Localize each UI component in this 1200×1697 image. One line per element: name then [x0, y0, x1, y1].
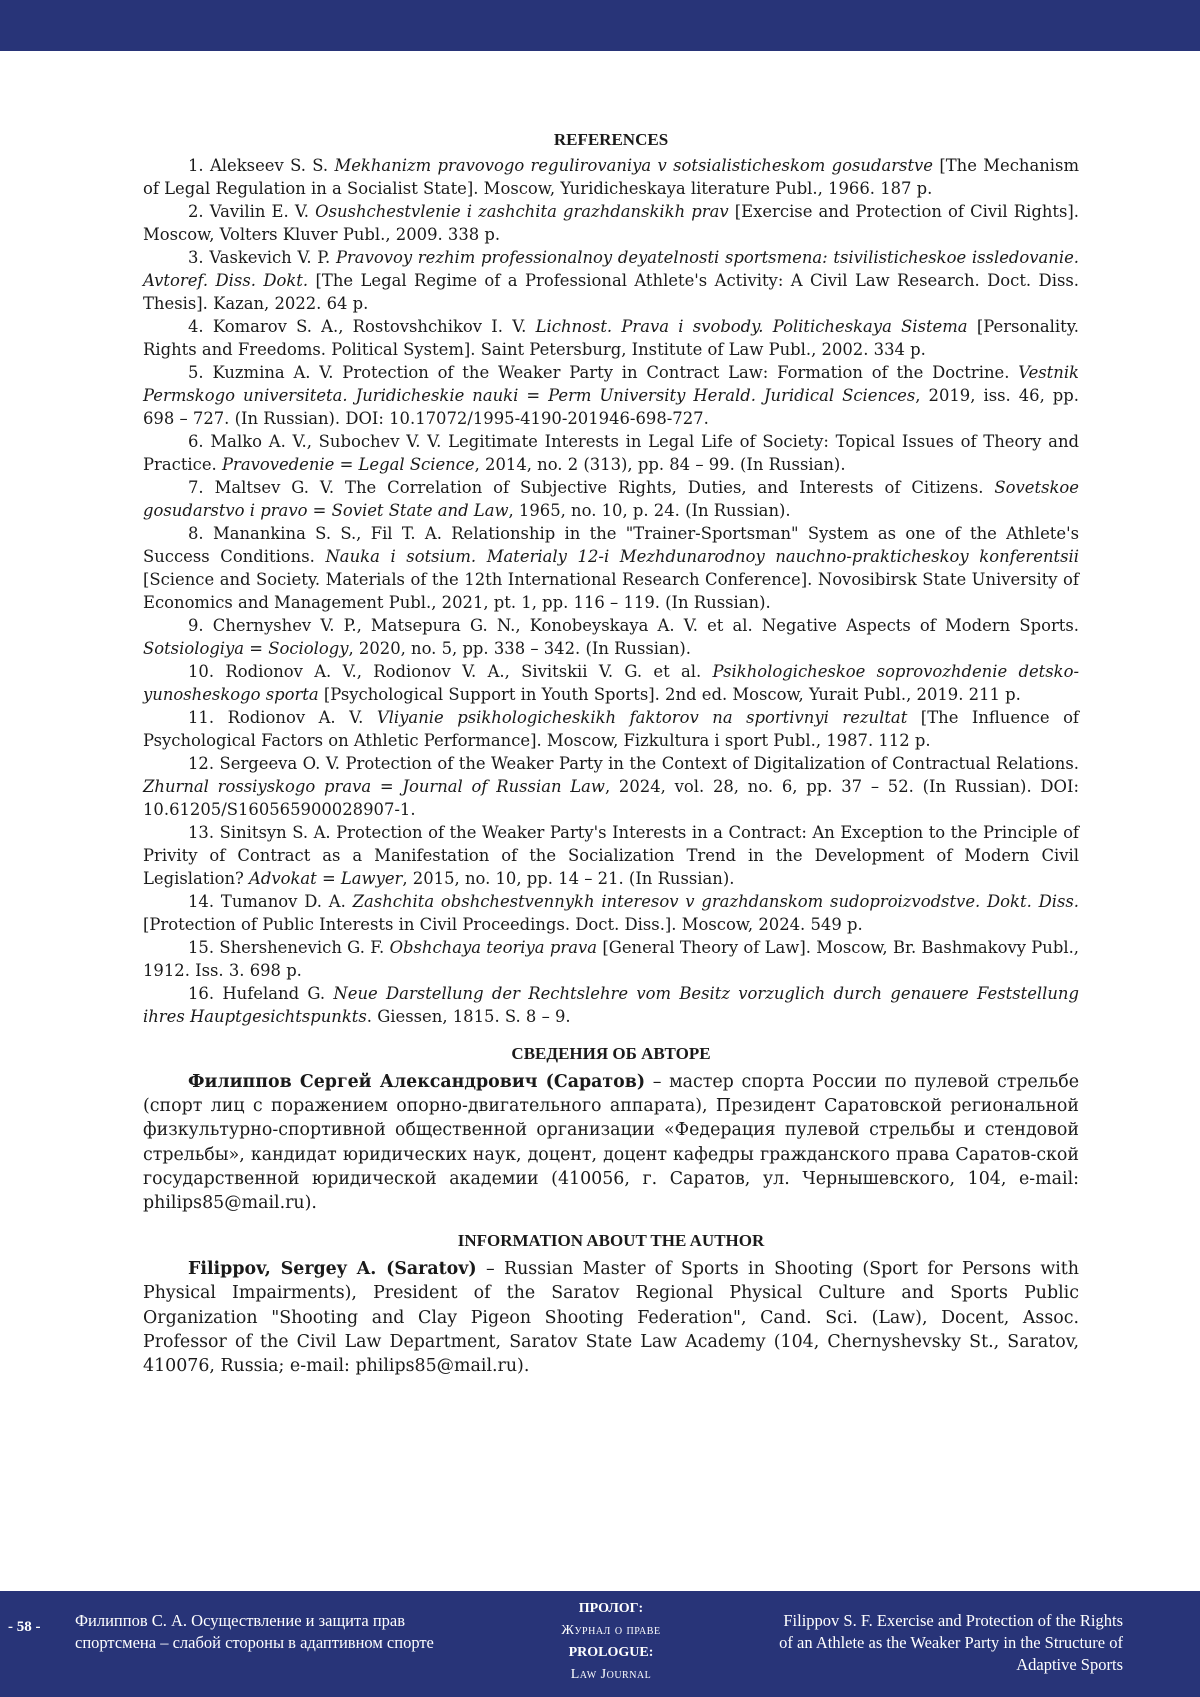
reference-item	[143, 821, 1079, 890]
reference-post: [Science and Society. Materials of the 12th International Research Conference]. Novosibirsk State University of Economics and Management Publ., 2021, pt. 1, pp. 116 – 119. (In Russian).	[143, 570, 1079, 612]
reference-post: [Personality. Rights and Freedoms. Political System]. Saint Petersburg, Institute of Law Publ., 2002. 334 p.	[143, 317, 1080, 359]
reference-item	[143, 315, 1079, 361]
reference-num: 16.	[188, 984, 223, 1003]
reference-pre: Vaskevich V. P.	[209, 248, 336, 267]
reference-it: Sotsiologiya = Sociology	[143, 639, 349, 658]
reference-post: . Giessen, 1815. S. 8 – 9.	[366, 1007, 571, 1026]
reference-pre: Manankina S. S., Fil T. A. Relationship in the "Trainer-Sportsman" System as one of the Athlete's Success Conditions.	[143, 524, 1079, 566]
reference-item	[143, 154, 1079, 200]
reference-post: , 2015, no. 10, pp. 14 – 21. (In Russian).	[402, 869, 735, 888]
journal-title	[530, 1598, 692, 1686]
reference-num: 11.	[188, 708, 228, 727]
reference-num: 7.	[188, 478, 215, 497]
reference-pre: Rodionov A. V.	[227, 708, 377, 727]
reference-it: Mekhanizm pravovogo regulirovaniya v sotsialisticheskom gosudarstve	[334, 156, 934, 175]
reference-item	[143, 752, 1079, 821]
journal-subtitle-en: Law Journal	[570, 1667, 652, 1682]
reference-post: , 2019, iss. 46, pp. 698 – 727. (In Russian). DOI: 10.17072/1995-4190-201946-698-727.	[143, 386, 1080, 428]
reference-it: Osushchestvlenie i zashchita grazhdanskikh prav	[315, 202, 729, 221]
reference-num: 15.	[188, 938, 220, 957]
reference-num: 10.	[188, 662, 226, 681]
header-bar	[0, 0, 1200, 51]
reference-num: 9.	[188, 616, 213, 635]
reference-it: Psikhologicheskoe soprovozhdenie detsko-yunosheskogo sporta	[143, 662, 1079, 704]
reference-it: Sovetskoe gosudarstvo i pravo = Soviet State and Law	[143, 478, 1079, 520]
author-ru-heading: СВЕДЕНИЯ ОБ АВТОРЕ	[511, 1044, 711, 1063]
reference-post: , 2024, vol. 28, no. 6, pp. 37 – 52. (In Russian). DOI: 10.61205/S160565900028907-1.	[143, 777, 1079, 819]
author-en-bio	[143, 1257, 1079, 1378]
footer-citation-en	[730, 1610, 1123, 1676]
reference-num: 13.	[188, 823, 220, 842]
reference-post: [The Mechanism of Legal Regulation in a Socialist State]. Moscow, Yuridicheskaya literature Publ., 1966. 187 p.	[143, 156, 1079, 198]
reference-it: Lichnost. Prava i svobody. Politicheskaya Sistema	[535, 317, 968, 336]
reference-item	[143, 246, 1079, 315]
page-content	[143, 130, 1079, 1378]
reference-item	[143, 890, 1079, 936]
footer-citation-en-line: Filippov S. F. Exercise and Protection of the Rights	[783, 1611, 1123, 1630]
reference-pre: Komarov S. A., Rostovshchikov I. V.	[212, 317, 536, 336]
reference-it: Obshchaya teoriya prava	[389, 938, 598, 957]
reference-pre: Sinitsyn S. A. Protection of the Weaker Party's Interests in a Contract: An Exception to the Principle of Privity of Contract as a Manifestation of the Socialization Trend in the Development of Modern Civil Legislation?	[143, 823, 1079, 888]
author-ru-bio	[143, 1070, 1079, 1215]
reference-item	[143, 614, 1079, 660]
reference-item	[143, 361, 1079, 430]
author-en-text: – Russian Master of Sports in Shooting (Sport for Persons with Physical Impairments), President of the Saratov Regional Physical Culture and Sports Public Organization "Shooting and Clay Pigeon Shooting Federation", Cand. Sci. (Law), Docent, Assoc. Professor of the Civil Law Department, Saratov State Law Academy (104, Chernyshevsky St., Saratov, 410076, Russia; e-mail: philips85@mail.ru).	[143, 1259, 1079, 1377]
reference-post: [Exercise and Protection of Civil Rights]. Moscow, Volters Kluver Publ., 2009. 338 p.	[143, 202, 1079, 244]
reference-item	[143, 660, 1079, 706]
journal-title-en: PROLOGUE:	[568, 1645, 654, 1660]
reference-pre: Hufeland G.	[222, 984, 334, 1003]
author-en-heading: INFORMATION ABOUT THE AUTHOR	[457, 1231, 765, 1251]
reference-it: Zhurnal rossiyskogo prava = Journal of Russian Law	[143, 777, 605, 796]
reference-post: [The Influence of Psychological Factors on Athletic Performance]. Moscow, Fizkultura i sport Publ., 1987. 112 p.	[143, 708, 1079, 750]
reference-post: [The Legal Regime of a Professional Athlete's Activity: A Civil Law Research. Doct. Diss. Thesis]. Kazan, 2022. 64 p.	[143, 271, 1079, 313]
reference-item	[143, 982, 1079, 1028]
reference-item	[143, 430, 1079, 476]
reference-num: 5.	[188, 363, 213, 382]
reference-post: [Psychological Support in Youth Sports]. 2nd ed. Moscow, Yurait Publ., 2019. 211 p.	[318, 685, 1021, 704]
reference-pre: Malko A. V., Subochev V. V. Legitimate Interests in Legal Life of Society: Topical Issues of Theory and Practice.	[143, 432, 1079, 474]
reference-it: Advokat = Lawyer	[249, 869, 403, 888]
reference-pre: Sergeeva O. V. Protection of the Weaker Party in the Context of Digitalization of Contractual Relations.	[219, 754, 1079, 773]
reference-pre: Kuzmina A. V. Protection of the Weaker Party in Contract Law: Formation of the Doctrine.	[212, 363, 1019, 382]
reference-item	[143, 522, 1079, 614]
reference-it: Vestnik Permskogo universiteta. Juridicheskie nauki = Perm University Herald. Juridical Sciences	[143, 363, 1079, 405]
reference-num: 8.	[188, 524, 213, 543]
reference-num: 6.	[188, 432, 211, 451]
reference-pre: Chernyshev V. P., Matsepura G. N., Konobeyskaya A. V. et al. Negative Aspects of Modern Sports.	[212, 616, 1079, 635]
reference-it: Pravovedenie = Legal Science	[221, 455, 475, 474]
reference-it: Zashchita obshchestvennykh interesov v grazhdanskom sudoproizvodstve. Dokt. Diss.	[352, 892, 1080, 911]
reference-item	[143, 476, 1079, 522]
references-heading: REFERENCES	[553, 130, 669, 149]
reference-post: [General Theory of Law]. Moscow, Br. Bashmakovy Publ., 1912. Iss. 3. 698 p.	[143, 938, 1080, 980]
reference-item	[143, 706, 1079, 752]
footer-citation-ru-line: спортсмена – слабой стороны в адаптивном спорте	[75, 1633, 434, 1652]
references-list	[143, 154, 1079, 1028]
footer-citation-en-line: of an Athlete as the Weaker Party in the Structure of	[779, 1633, 1123, 1652]
reference-post: , 1965, no. 10, p. 24. (In Russian).	[508, 501, 791, 520]
footer-citation-ru	[75, 1610, 467, 1654]
reference-num: 3.	[188, 248, 210, 267]
author-ru-text: – мастер спорта России по пулевой стрельбе (спорт лиц с поражением опорно-двигательного аппарата), Президент Саратовской региональной физкультурно-спортивной общественной организации «Федерация пулевой стрельбы и стендовой стрельбы», кандидат юридических наук, доцент, доцент кафедры гражданского права Саратов-ской государственной юридической академии (410056, г. Саратов, ул. Чернышевского, 104, e-mail: philips85@mail.ru).	[143, 1072, 1080, 1214]
reference-pre: Shershenevich G. F.	[219, 938, 390, 957]
journal-subtitle-ru: Журнал о праве	[561, 1623, 661, 1638]
page-number: - 58 -	[8, 1619, 41, 1635]
reference-num: 12.	[188, 754, 220, 773]
author-ru-name: Филиппов Сергей Александрович (Саратов)	[188, 1072, 646, 1092]
reference-num: 14.	[188, 892, 221, 911]
footer-citation-ru-line: Филиппов С. А. Осуществление и защита прав	[75, 1611, 406, 1630]
reference-it: Nauka i sotsium. Materialy 12-i Mezhdunarodnoy nauchno-prakticheskoy konferentsii	[325, 547, 1079, 566]
journal-title-ru: ПРОЛОГ:	[578, 1601, 644, 1616]
reference-pre: Maltsev G. V. The Correlation of Subjective Rights, Duties, and Interests of Citizens.	[214, 478, 995, 497]
reference-post: , 2014, no. 2 (313), pp. 84 – 99. (In Russian).	[474, 455, 846, 474]
reference-post: [Protection of Public Interests in Civil Proceedings. Doct. Diss.]. Moscow, 2024. 549 p.	[143, 915, 863, 934]
reference-num: 1.	[188, 156, 210, 175]
reference-it: Neue Darstellung der Rechtslehre vom Besitz vorzuglich durch genauere Feststellung ihres Hauptgesichtspunkts	[143, 984, 1079, 1026]
author-en-name: Filippov, Sergey A. (Saratov)	[188, 1259, 477, 1280]
reference-item	[143, 200, 1079, 246]
reference-pre: Rodionov A. V., Rodionov V. A., Sivitskii V. G. et al.	[225, 662, 713, 681]
reference-item	[143, 936, 1079, 982]
reference-num: 2.	[188, 202, 210, 221]
reference-num: 4.	[188, 317, 213, 336]
reference-it: Pravovoy rezhim professionalnoy deyatelnosti sportsmena: tsivilisticheskoe issledovanie. Avtoref. Diss. Dokt.	[143, 248, 1079, 290]
reference-it: Vliyanie psikhologicheskikh faktorov na sportivnyi rezultat	[376, 708, 908, 727]
reference-post: , 2020, no. 5, pp. 338 – 342. (In Russian).	[348, 639, 691, 658]
reference-pre: Vavilin E. V.	[209, 202, 316, 221]
footer-bar	[0, 1591, 1200, 1697]
reference-pre: Tumanov D. A.	[220, 892, 353, 911]
reference-pre: Alekseev S. S.	[209, 156, 335, 175]
footer-citation-en-line: Adaptive Sports	[1016, 1655, 1123, 1674]
